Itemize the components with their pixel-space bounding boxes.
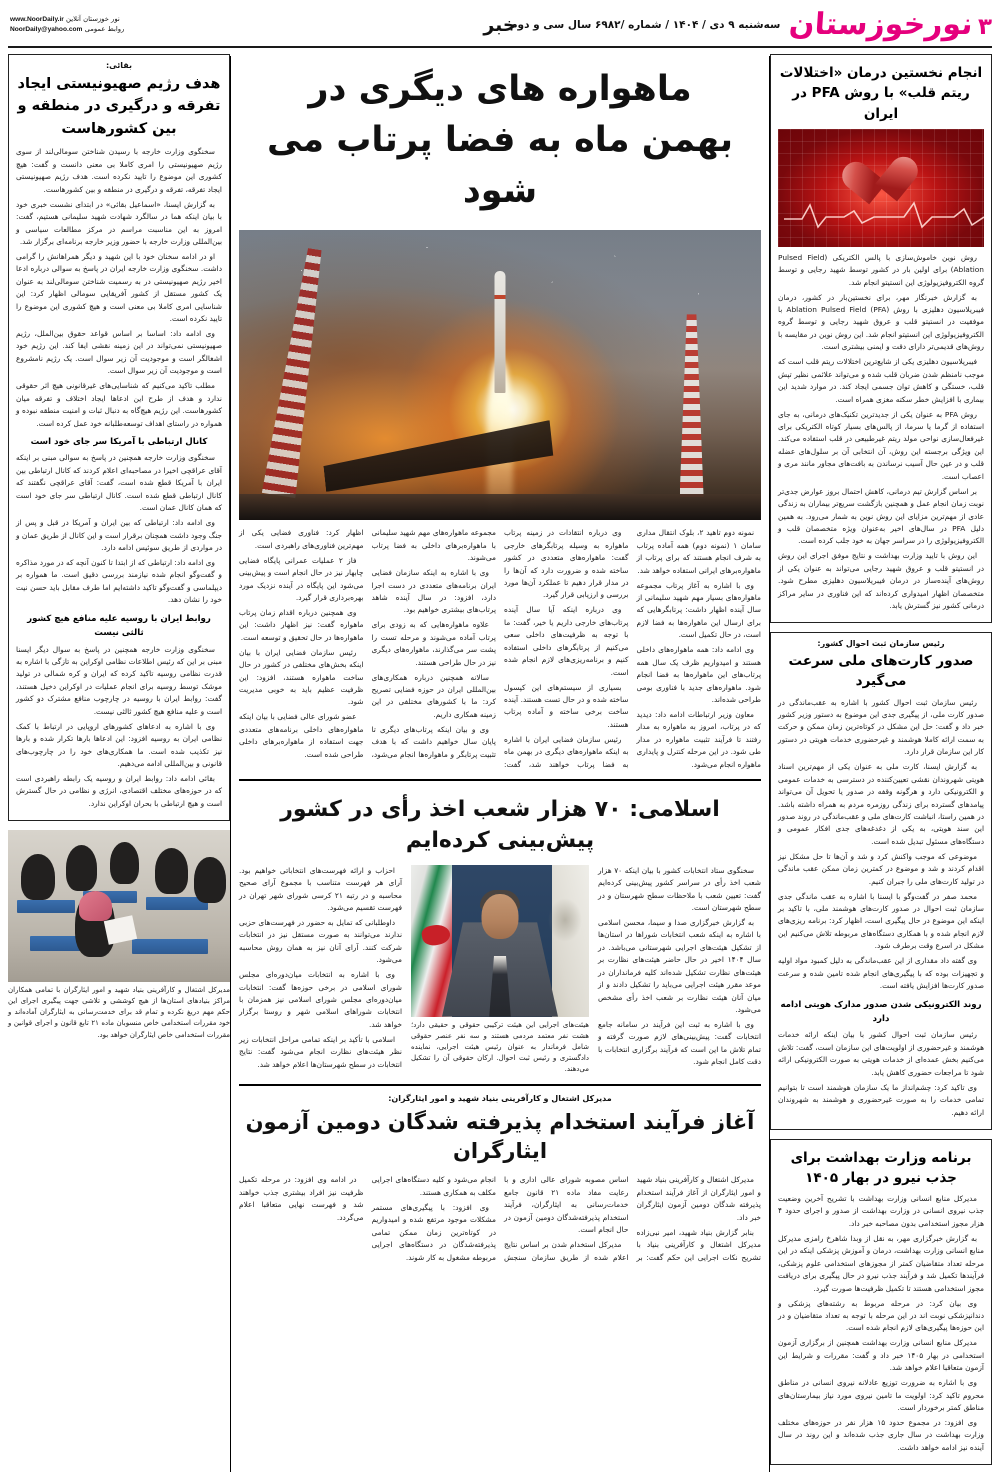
lead-p1: نمونه دوم تاهید ۲، بلوک انتقال مداری سامان ۱ (نمونه دوم) همه آماده پرتاب به شرف انجام هستند که برای پرتاب از ماهواره‌برهای ایرانی استفاده خواهد شد. xyxy=(636,528,761,575)
id-cards-kicker: رئیس سازمان ثبت احوال کشور: xyxy=(817,639,945,648)
pfa-p6: این روش با تایید وزارت بهداشت و نتایج موفق اجرای این روش در انستیتو قلب و عروق شهید رجایی می‌تواند به عنوان یکی از روش‌های آینده‌ساز در درمان فیبریلاسیون دهلیزی مطرح شود. متخصصان اظهار امیدواری کرده‌اند که این فناوری در سایر مراکز درمانی کشور نیز گسترش یابد. xyxy=(778,551,984,611)
lead-p9: وی با اشاره به اینکه سازمان فضایی ایران برنامه‌های متعددی در دست اجرا دارد، افزود: در سال آینده شاهد پرتاب‌های بیشتری خواهیم بود. xyxy=(371,568,496,615)
id-p4: محمد صفر در گفت‌وگو با ایسنا با اشاره به عقب ماندگی جدی سازمان ثبت احوال در صدور کارت‌های هوشمند ملی، با تاکید بر اینکه این موضوع در حال پیگیری است، اظهار کرد: برنامه ریزی‌های لازم انجام شده و با همکاری دستگاه‌های مربوطه تلاش می‌کنیم این مشکل در اسرع وقت برطرف شود. xyxy=(778,891,984,951)
health-p3: وی بیان کرد: در مرحله مربوط به رشته‌های پزشکی و دندانپزشکی نوبت اند در این مرحله با توجه به تعداد متقاضیان و در این حوزه‌ها پیگیری‌های لازم انجام شده است. xyxy=(778,1298,984,1333)
lead-p3: وی ادامه داد: همه ماهواره‌های داخلی هستند و امیدواریم ظرف یک سال همه پرتاب‌های این ماهواره‌ها به فضا انجام شود. ماهواره‌های جدید با فناوری بومی طراحی شده‌اند. xyxy=(636,645,761,704)
pfa-p2: به گزارش خبرنگار مهر، برای نخستین‌بار در کشور، درمان فیبریلاسیون دهلیزی با روش Ablation Pulsed Field (PFA) با موفقیت در انستیتو قلب و عروق شهید رجایی و توسط گروه الکتروفیزیولوژی این انستیتو انجام شد. این روش نوین در مقایسه با روش‌های قدیمی‌تر دارای دقت و ایمنی بیشتری است. xyxy=(778,292,984,352)
page-content-grid xyxy=(0,50,1000,1480)
lead-p11: سالانه همچنین درباره همکاری‌های بین‌المللی ایران در حوزه فضایی تصریح کرد: ما با کشورهای مختلفی در این زمینه همکاری داریم. xyxy=(371,672,496,719)
rocket-body xyxy=(495,271,506,393)
left-column xyxy=(8,54,230,1474)
id-cards-body xyxy=(778,697,984,1120)
veterans-p3: مدیرکل استخدام شدن بر اساس نتایج اعلام شده از طریق سازمان سنجش انجام می‌شود و کلیه دستگاه‌های اجرایی مکلف به همکاری هستند. xyxy=(371,1175,629,1262)
ecg-waveform-icon xyxy=(784,197,984,231)
veterans-exam-story xyxy=(239,1094,761,1264)
website-url[interactable]: www.NoorDaily.ir xyxy=(10,16,64,24)
elections-l1: احزاب و ارائه فهرست‌های انتخاباتی خواهیم بود. آرای هر فهرست متناسب با مجموع آرای صحیح محاسبه و در رتبه ۲۱ کرسی شورای شهر تهران در فهرست تقسیم می‌شود. xyxy=(239,865,402,912)
baghaei-p4: وی ادامه داد: اساسا بر اساس قواعد حقوق بین‌الملل، رژیم صهیونیستی نمی‌تواند در این زمینه نقشی ایفا کند. این رژیم خود اشغالگر است و موجودیت آن زیر سوال است. یک رژیم نامشروع است و موجودیت آن زیر سوال است. xyxy=(16,329,222,376)
baghaei-p9: سخنگوی وزارت خارجه همچنین در پاسخ به سوال دیگر ایسنا مبنی بر این که رئیس اطلاعات نظامی اوکراین به تازگی با اشاره به قدرت نظامی روسیه تاکید کرده که ایران و کره شمالی در تولید موشک توسط روسیه برای انجام عملیات در اوکراین دخیل هستند، گفت: روابط ایران با روسیه در چارچوب منافع مشترک دو کشور است و علیه منافع هیچ کشور ثالثی نیست. xyxy=(16,644,222,716)
exam-candidate xyxy=(110,842,139,885)
exam-candidate-headscarf xyxy=(79,891,112,921)
id-p3: موضوعی که موجب واکنش کرد و شد و آن‌ها تا حل مشکل نیز اقدام کردند و شد و موضوع در کمترین زمان ممکن عقب ماندگی در تولید کارت‌های ملی را جبران کنیم. xyxy=(778,851,984,886)
exam-photo-block xyxy=(8,830,230,1041)
lead-p6: وی درباره اینکه آیا سال آینده پرتاب‌های خارجی داریم یا خیر، گفت: ما با توجه به ظرفیت‌های داخلی سعی می‌کنیم از پرتابگرهای داخلی استفاده کنیم و برنامه‌ریزی‌های لازم انجام شده است. xyxy=(504,605,629,677)
health-hiring-headline: برنامه وزارت بهداشت برای جذب نیرو در بهار ۱۴۰۵ xyxy=(790,1149,972,1186)
article-national-id-cards xyxy=(770,632,992,1130)
page-number: ۳ xyxy=(977,14,992,40)
veterans-p5: در ادامه وی افزود: در مرحله تکمیل ظرفیت نیز افراد بیشتری جذب خواهند شد و فهرست نهایی متعاقبا اعلام می‌گردد. xyxy=(239,1175,364,1222)
baghaei-p11: بقائی ادامه داد: روابط ایران و روسیه یک رابطه راهبردی است که در حوزه‌های مختلف اقتصادی، انرژی و نظامی در حال گسترش است و هیچ ارتباطی با بحران اوکراین ندارد. xyxy=(16,773,222,808)
lead-p4: معاون وزیر ارتباطات ادامه داد: دیدید که در پرتاب، امروز به ماهواره به مدار رفتند تا فرآیند تثبیت ماهواره در مدار طی شود. در این مرحله کنترل و پایداری ماهواره انجام می‌شود. xyxy=(636,709,761,769)
lead-p13: فاز ۲ عملیات عمرانی پایگاه فضایی چابهار نیز در حال انجام است و پیش‌بینی می‌شود این پایگاه در آینده نزدیک مورد بهره‌برداری قرار گیرد. xyxy=(239,555,364,602)
health-p5: وی با اشاره به ضرورت توزیع عادلانه نیروی انسانی در مناطق محروم تاکید کرد: اولویت ما تامین نیروی مورد نیاز بیمارستان‌های مناطق کمتر برخوردار است. xyxy=(778,1378,984,1412)
pfa-headline: انجام نخستین درمان «اختلالات ریتم قلب» با روش PFA در ایران xyxy=(779,65,983,122)
elections-col-right xyxy=(598,865,761,1072)
article-health-ministry-hiring xyxy=(770,1139,992,1465)
section-title: خبر xyxy=(483,14,517,36)
lead-p15: رئیس سازمان فضایی ایران با بیان اینکه بخش‌های مختلفی در کشور در حال ساخت ماهواره هستند، افزود: این ظرفیت عظیم باید به خوبی مدیریت شود. xyxy=(239,647,364,707)
baghaei-headline: هدف رژیم صهیونیستی ایجاد تفرقه و درگیری در منطقه و بین کشورهاست xyxy=(17,76,221,137)
elections-l3: وی با اشاره به انتخابات میان‌دوره‌ای مجلس شورای اسلامی در برخی حوزه‌ها گفت: انتخابات میان‌دوره‌ای مجلس شورای اسلامی نیز همزمان با انتخابات شوراهای اسلامی شهر و روستا برگزار خواهد شد. xyxy=(239,970,402,1029)
lead-story-body xyxy=(239,527,761,771)
newspaper-logo xyxy=(788,7,992,42)
issue-date-line: سه‌شنبه ۹ دی / ۱۴۰۴ / شماره /۶۹۸۲ سال سی و دوم xyxy=(509,19,781,31)
right-column xyxy=(770,54,992,1474)
veterans-kicker: مدیرکل اشتغال و کارآفرینی بنیاد شهید و امور ایثارگران: xyxy=(388,1093,612,1103)
exam-candidate xyxy=(21,854,54,900)
launch-pad-base xyxy=(239,494,761,520)
middle-column xyxy=(231,54,769,1474)
baghaei-kicker: بقائی: xyxy=(105,61,133,70)
baghaei-p8: وی ادامه داد: ارتباطی که از ابتدا تا کنون آنچه که در مورد مذاکره و گفت‌وگو انجام شده نیازمند بررسی دقیق است. ما همواره بر دیپلماسی و گفت‌وگو تاکید داشته‌ایم اما طرف مقابل باید حسن نیت خود را نشان دهد. xyxy=(16,557,222,605)
id-p6: رئیس سازمان ثبت احوال کشور با بیان اینکه ارائه خدمات هوشمند و غیرحضوری از اولویت‌های این سازمان است، گفت: تلاش می‌کنیم بخش عمده‌ای از خدمات هویتی به صورت الکترونیکی ارائه شود تا مراجعات حضوری کاهش یابد. xyxy=(778,1030,984,1077)
email-address[interactable]: NoorDaily@yahoo.com xyxy=(10,26,83,33)
institutional-banner-right xyxy=(552,865,589,1017)
baghaei-subhead-2: روابط ایران با روسیه علیه منافع هیچ کشور ثالثی نیست xyxy=(27,613,211,639)
exam-desk xyxy=(17,900,75,914)
lead-p8: رئیس سازمان فضایی ایران با اشاره به اینکه ماهواره‌های دیگری در بهمن ماه به فضا پرتاب خواهند شد، گفت: مجموعه ماهواره‌های مهم شهید سلیمانی با ماهواره‌برهای داخلی به فضا پرتاب می‌شوند. xyxy=(371,528,629,769)
baghaei-p6: سخنگوی وزارت خارجه همچنین در پاسخ به سوالی مبنی بر اینکه آقای عراقچی اخیرا در مصاحبه‌ای اعلام کردند که کانال ارتباطی بین ایران با آمریکا قطع شده است، گفت: آقای عراقچی نگفتند که کانال ارتباطی قطع شده است. کانال ارتباطی سر جای خود است که همان کانال عمان است. xyxy=(16,453,222,513)
column-divider-right xyxy=(769,56,770,1472)
id-cards-subhead: روند الکترونیکی شدن صدور مدارک هویتی ادامه دارد xyxy=(780,999,982,1024)
lead-headline: ماهواره های دیگری در بهمن ماه به فضا پرتاب می شود xyxy=(267,69,733,211)
elections-body-row xyxy=(239,865,761,1076)
baghaei-p2: به گزارش ایسنا، «اسماعیل بقائی» در ابتدای نشست خبری خود با بیان اینکه هما در سالگرد شهادت شهید سلیمانی هستیم، گفت: امروز به این مناسبت مراسم در مرکز مطالعات سیاسی و بین‌المللی وزارت خارجه با حضور وزیر خارجه برنامه‌ای برگزار شد. xyxy=(16,199,222,246)
health-p6: وی افزود: در مجموع حدود ۱۵ هزار نفر در حوزه‌های مختلف وزارت بهداشت در سال جاری جذب شده‌اند و این روند در سال آینده نیز ادامه خواهد داشت. xyxy=(778,1417,984,1452)
id-cards-headline: صدور کارت‌های ملی سرعت می‌گیرد xyxy=(788,653,974,690)
masthead-right-group xyxy=(509,7,992,42)
lead-p16: عضو شورای عالی فضایی با بیان اینکه ماهواره‌های داخلی برنامه‌های متعددی جهت استفاده از ماهواره‌برهای داخلی طراحی شده است. xyxy=(239,712,364,759)
rocket-launch-photo xyxy=(239,230,761,520)
article-pfa-heart xyxy=(770,54,992,623)
baghaei-p10: وی با اشاره به ادعاهای کشورهای اروپایی در ارتباط با کمک نظامی ایران به روسیه افزود: این ادعاها بارها تکرار شده و بارها نیز تکذیب شده است. ما همکاری‌های خود را در چارچوب‌های قانونی و بین‌المللی ادامه می‌دهیم. xyxy=(16,721,222,769)
column-divider-left xyxy=(230,56,231,1472)
elections-l2: داوطلبانی که تمایل به حضور در فهرست‌های حزبی ندارند می‌توانند به صورت مستقل نیز در انتخابات شرکت کنند. آرای آنان نیز به همان روش محاسبه می‌شود. xyxy=(239,917,402,965)
pfa-body xyxy=(778,252,984,613)
article-baghaei xyxy=(8,54,230,821)
pfa-p1: روش نوین خاموش‌سازی با پالس الکتریکی (Pulsed Field Ablation) برای اولین بار در کشور توسط شهید رجایی و توسط گروه الکتروفیزیولوژی این انستیتو انجام شد. xyxy=(778,252,984,287)
veterans-p1: مدیرکل اشتغال و کارآفرینی بنیاد شهید و امور ایثارگران از آغاز فرآیند استخدام پذیرفته شدگان دومین آزمون ایثارگران خبر داد. xyxy=(636,1175,761,1222)
veterans-p4: وی افزود: با پیگیری‌های مستمر مشکلات موجود مرتفع شده و امیدواریم در کوتاه‌ترین زمان ممکن تمامی پذیرفته‌شدگان در دستگاه‌های اجرایی مربوطه مشغول به کار شوند. xyxy=(371,1202,496,1262)
baghaei-subhead-1: کانال ارتباطی با آمریکا سر جای خود است xyxy=(30,437,208,448)
elections-story xyxy=(239,789,761,1076)
exam-candidate xyxy=(66,845,97,891)
exam-photo-caption: مدیرکل اشتغال و کارآفرینی بنیاد شهید و امور ایثارگران با تمامی همکاران مراکز بنیادهای استان‌ها از هیچ کوششی و تلاشی جهت پیگیری اجرای این حکم مهم دریغ نکرده و تمام قد برای خدمت‌رسانی به ایثارگران آماده‌اند و خود مقررات استخدامی خاص منسوبان ماده ۲۱ تابع قانون و اجرای قوانین و مقررات استخدامی خاص ایثارگران خواهد بود. xyxy=(8,985,230,1039)
health-p4: مدیرکل منابع انسانی وزارت بهداشت همچنین از برگزاری آزمون استخدامی در بهار ۱۴۰۵ خبر داد و گفت: مقررات و شرایط این آزمون متعاقبا اعلام خواهد شد. xyxy=(778,1338,984,1373)
speaker-head xyxy=(482,894,519,939)
masthead xyxy=(0,0,1000,50)
lead-story xyxy=(239,54,761,771)
contact-label-online: نور خوزستان آنلاین xyxy=(66,15,120,24)
elections-r1: سخنگوی ستاد انتخابات کشور با بیان اینکه ۷۰ هزار شعب اخذ رأی در سراسر کشور پیش‌بینی کرده‌ایم گفت: تعیین شعب با ملاحظات سطح شهرستان و در سطح شهرستان است. xyxy=(598,865,761,912)
elections-headline: اسلامی: ۷۰ هزار شعب اخذ رأی در کشور پیش‌بینی کرده‌ایم xyxy=(280,797,720,853)
baghaei-p5: مطلب تاکید می‌کنیم که شناسایی‌های غیرقانونی هیچ اثر حقوقی ندارد و هدف از طرح این ادعاها ایجاد اختلاف و تفرقه میان کشورهاست. این رژیم هیچ‌گاه به دنبال ثبات و امنیت منطقه نبوده و همواره در راستای اهداف توسعه‌طلبانه خود عمل کرده است. xyxy=(16,381,222,428)
heart-pfa-photo xyxy=(778,129,984,247)
baghaei-p1: سخنگوی وزارت خارجه با رسیدن شناختن سومالی‌لند از سوی رژیم صهیونیستی را امری کاملا بی معنی دانست و گفت: هیچ کشوری این موضوع را تایید نکرده است. هدف رژیم صهیونیستی ایجاد تفرقه، تفرقه و درگیری در منطقه و بین کشورهاست. xyxy=(16,147,222,194)
health-hiring-body xyxy=(778,1193,984,1454)
iran-flag-left xyxy=(411,865,452,1017)
exam-desk xyxy=(132,939,207,954)
lead-p2: وی با اشاره به آغاز پرتاب مجموعه ماهواره‌های بسیار مهم شهید سلیمانی از سال آینده اظهار داشت: پرتابگرهایی که برای ارسال این ماهواره‌ها به فضا لازم است، در حال تکمیل است. xyxy=(636,580,761,640)
logo-text: نورخوزستان xyxy=(788,7,975,42)
elections-col-left xyxy=(239,865,402,1074)
baghaei-p3: او در ادامه سخنان خود با این شهید و دیگر همراهانش را گرامی داشت. سخنگوی وزارت خارجه ایران در پاسخ به سوالی درباره ادعا اخیر رژیم صهیونیستی در به رسمیت شناختن سومالی‌لند به عنوان یک کشور مستقل از کشور آفریقایی سومالی اظهار کرد: این شناسایی امری کاملا بی معنی است و هیچ کشوری این موضوع را تایید نکرده است. xyxy=(16,251,222,324)
exam-candidate xyxy=(155,848,188,894)
pfa-p5: بر اساس گزارش تیم درمانی، کاهش احتمال بروز عوارض جدی‌تر نوبت زمان انجام عمل و همچنین بازگشت سریع‌تر بیماران به زندگی عادی از مهم‌ترین مزایای این روش نوین به شمار می‌رود. به همین دلیل PFA در سال‌های اخیر به‌عنوان ویژه متخصصان قلب و الکتروفیزیولوژی را در سراسر جهان به خود جلب کرده است. xyxy=(778,486,984,546)
health-p1: مدیرکل منابع انسانی وزارت بهداشت با تشریح آخرین وضعیت جذب نیروی انسانی در وزارت بهداشت از صدور و اجرای حدود ۴ هزار مجوز استخدامی بدون مصاحبه خبر داد. xyxy=(778,1194,984,1228)
exam-candidate xyxy=(194,857,225,903)
spokesperson-photo xyxy=(411,865,589,1017)
story-divider-2 xyxy=(239,1084,761,1086)
id-p1: رئیس سازمان ثبت احوال کشور با اشاره به عقب‌ماندگی در صدور کارت ملی، از پیگیری جدی این موضوع به دستور وزیر کشور خبر داد و گفت: حل این مشکل در کوتاه‌ترین زمان ممکن و حرکت به سمت ارائه کاملا هوشمند و غیرحضوری خدمات هویتی در دستور کار این سازمان قرار دارد. xyxy=(778,697,984,757)
lead-p14: وی همچنین درباره اقدام زمان پرتاب ماهواره گفت: نیز اظهار داشت: این ماهواره‌ها در حال تحقیق و توسعه است. xyxy=(239,607,364,642)
baghaei-body xyxy=(16,146,222,810)
lead-p7: بسیاری از سیستم‌های این کپسول ساخته شده و در حال تست هستند. آینده ساخت برخی ساخته و آماده پرتاب هستند. xyxy=(504,682,629,729)
elections-photo-caption: هیئت‌های اجرایی این هیئت ترکیبی حقوقی و حقیقی دارد؛ هشت نفر معتمد مردمی هستند و سه نفر عنصر حقوقی شامل فرماندار به عنوان رئیس هیئت اجرایی، نماینده دادگستری و رئیس ثبت احوال. ارکان حقوقی آن را تشکیل می‌دهند. xyxy=(411,1020,589,1074)
lead-p10: علاوه ماهواره‌هایی که به زودی برای پرتاب آماده می‌شوند و مرحله تست را پشت سر می‌گذارند، ماهواره‌های دیگری نیز در حال طراحی هستند. xyxy=(371,620,496,667)
elections-r3: وی با اشاره به ثبت این فرآیند در سامانه جامع انتخابات گفت: پیش‌بینی‌های لازم صورت گرفته و تمام تلاش ما این است که فرآیند برگزاری انتخابات با دقت کامل انجام شود. xyxy=(598,1019,761,1067)
exam-hall-photo xyxy=(8,830,230,982)
elections-photo-block xyxy=(411,865,589,1076)
id-p5: وی گفته داد مقداری از این عقب‌ماندگی به دلیل کمبود مواد اولیه و تجهیزات بوده که با پیگیری‌های انجام شده تامین شده و سرعت صدور کارت‌ها افزایش یافته است. xyxy=(778,956,984,991)
id-p2: به گزارش ایسنا، کارت ملی به عنوان یکی از مهم‌ترین اسناد هویتی شهروندان نقشی تعیین‌کننده در دسترسی به خدمات عمومی و الکترونیکی دارد و هرگونه وقفه در صدور یا تحویل آن می‌تواند پیامدهای گسترده برای زندگی روزمره مردم به همراه داشته باشد. در همین راستا، انباشت کارت‌های ملی و عقب‌ماندگی در روند صدور این سند هویتی، به یکی از دغدغه‌های جدی افکار عمومی و دستگاه‌های مسئول تبدیل شده است. xyxy=(778,762,984,846)
contact-label-pr: روابط عمومی xyxy=(84,25,125,33)
lead-p5: وی درباره انتقادات در زمینه پرتاب ماهواره به وسیله پرتابگرهای خارجی گفت: ماهواره‌های متعددی در کشور ساخته شده و ضرورت دارد که آن‌ها را در مدار قرار دهیم تا عملکرد آن‌ها مورد بررسی و ارزیابی قرار گیرد. xyxy=(504,528,629,600)
elections-l4: اسلامی با تأکید بر اینکه تمامی مراحل انتخابات زیر نظر هیئت‌های نظارت انجام می‌شود گفت: نتایج انتخابات در سطح شهرستان‌ها اعلام خواهد شد. xyxy=(239,1034,402,1069)
veterans-body xyxy=(239,1174,761,1264)
id-p7: وی تاکید کرد: چشم‌انداز ما یک سازمان هوشمند است تا بتوانیم تمامی خدمات را به صورت غیرحضوری و هوشمند به شهروندان ارائه دهیم. xyxy=(778,1082,984,1117)
veterans-headline: آغاز فرآیند استخدام پذیرفته شدگان دومین آزمون ایثارگران xyxy=(245,1109,755,1163)
pfa-p3: فیبریلاسیون دهلیزی یکی از شایع‌ترین اختلالات ریتم قلب است که موجب نامنظم شدن ضربان قلب شده و می‌تواند علائمی نظیر تپش قلب، خستگی و کاهش توان جسمی ایجاد کند. در موارد شدید این بیماری با افزایش خطر سکته مغزی همراه است. xyxy=(778,357,984,404)
veterans-p2: بنابر گزارش بنیاد شهید، امیر نبی‌زاده مدیرکل اشتغال و کارآفرینی بنیاد با تشریح نکات اجرایی این حکم گفت: بر اساس مصوبه شورای عالی اداری و با رعایت مفاد ماده ۲۱ قانون جامع خدمات‌رسانی به ایثارگران، فرآیند استخدام پذیرفته‌شدگان دومین آزمون در حال انجام است. xyxy=(504,1175,761,1262)
health-p2: به گزارش خبرگزاری مهر، به نقل از وبدا شاهرخ رامزی مدیرکل منابع انسانی وزارت بهداشت، درمان و آموزش پزشکی اینکه در این مرحله تعداد متقاضیان کمتر از مجوزهای استخدامی علوم پزشکی، فرآیندها تکمیل شد و فرآیند جذب نیرو در حال پیگیری برای دریافت مجوز استخدامی هستند تا تکمیل ظرفیت‌ها صورت گیرد. xyxy=(778,1233,984,1293)
masthead-contact xyxy=(10,15,124,35)
baghaei-p7: وی ادامه داد: ارتباطی که بین ایران و آمریکا در قبل و پس از جنگ وجود داشت همچنان برقرار است و این کانال از طریق عمان و در مواردی از طریق سوئیس ادامه دارد. xyxy=(16,518,222,553)
elections-r2: به گزارش خبرگزاری صدا و سیما، محسن اسلامی با اشاره به اینکه شعب انتخابات شوراها در استان‌ها از تشکیل هیئت‌های اجرایی شهرستانی می‌باشد. در سال ۱۴۰۴ اخیر در حال حاضر هیئت‌های نظارت بر هیئت‌های نظارت تشکیل شده‌اند کلیه فرمانداران در موعد مقرر هیئت اجرایی می‌باید را تشکیل دادند و از میان آنان هیئت نظارت بر شعب اخذ رأی مشخص می‌شود. xyxy=(598,917,761,1014)
pfa-p4: روش PFA به عنوان یکی از جدیدترین تکنیک‌های درمانی، به جای استفاده از گرما یا سرما، از پالس‌های بسیار کوتاه الکتریکی برای غیرفعال‌سازی نواحی مولد ریتم غیرطبیعی در قلب استفاده می‌کند. این ویژگی برجسته این روش، آن انتخابی آن بر سلول‌های عضله قلب و در عین حال آسیب نرساندن به بافت‌های مجاور مانند مری و اعصاب است. xyxy=(778,409,984,481)
story-divider-1 xyxy=(239,779,761,781)
lead-p12: وی و بیان اینکه پرتاب‌های دیگری تا پایان سال خواهیم داشت که با هدف تثبیت پرتابگر و ماهواره‌ها انجام می‌شود، اظهار کرد: فناوری فضایی یکی از مهم‌ترین فناوری‌های راهبردی است. xyxy=(239,528,496,759)
